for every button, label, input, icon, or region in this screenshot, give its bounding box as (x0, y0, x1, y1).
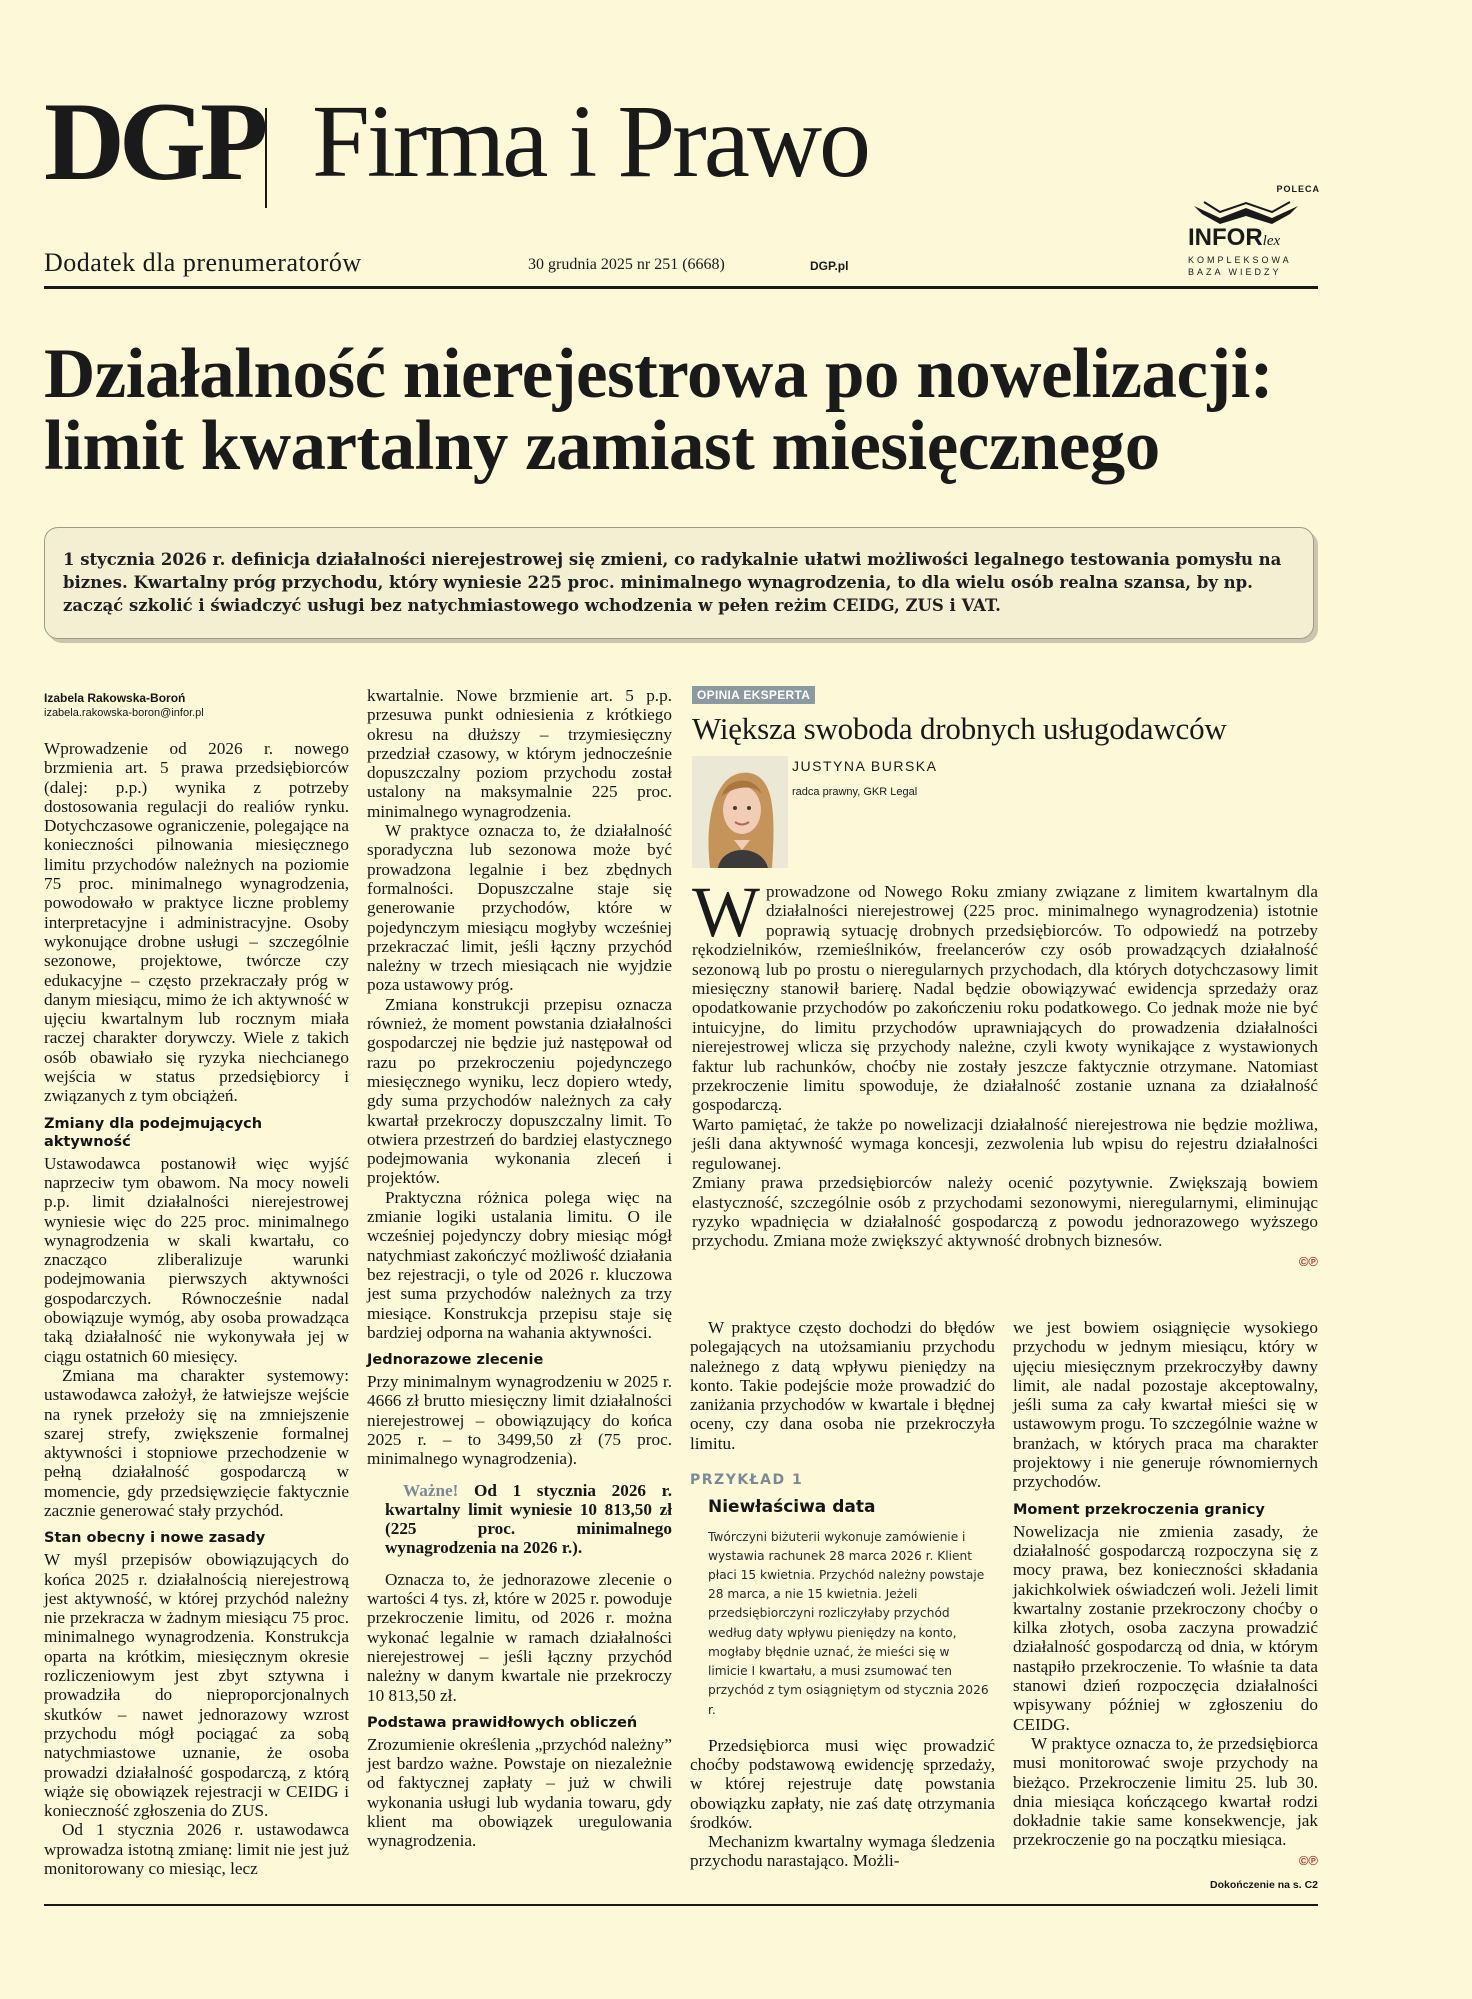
expert-badge: OPINIA EKSPERTA (692, 686, 815, 704)
expert-name: JUSTYNA BURSKA (792, 758, 938, 774)
important-note: Ważne! Od 1 stycznia 2026 r. kwartalny limit wyniesie 10 813,50 zł (225 proc. minimalnego wynagrodzenia na 2026 r.). (385, 1480, 672, 1558)
paragraph: Od 1 stycznia 2026 r. ustawodawca wprowadza istotną zmianę: limit nie jest już monitorowany co miesiąc, lecz (44, 1820, 349, 1879)
paragraph: Oznacza to, że jednorazowe zlecenie o wartości 4 tys. zł, które w 2025 r. powoduje przekroczenie limitu, od 2026 r. można wykonać legalnie w ramach działalności nierejestrowej – jeśli łączny przychód należny w danym kwartale nie przekroczy 10 813,50 zł. (367, 1569, 672, 1705)
example-label: PRZYKŁAD 1 (690, 1472, 804, 1489)
bottom-rule (44, 1904, 1318, 1906)
subheading: Zmiany dla podejmujących aktywność (44, 1115, 263, 1150)
important-label: Ważne! (403, 1480, 459, 1500)
portrait-image (692, 756, 788, 868)
paragraph: Zmiana konstrukcji przepisu oznacza również, że moment powstania działalności gospodarczej nie będzie już następował od razu po przekroczeniu pojedynczego miesięcznego wyniku, lecz dopiero wtedy, gdy suma przychodów należnych za cały kwartał przekroczy dopuszczalny limit. To otwiera przestrzeń do bardziej elastycznego podejmowania wykonania zleceń i projektów. (367, 994, 672, 1188)
subline (44, 248, 1320, 288)
paragraph: W praktyce oznacza to, że działalność sporadyczna lub sezonowa może być prowadzona legalnie i bez zbędnych formalności. Dopuszczalne staje się generowanie przychodów, które w pojedynczym miesiącu mogłyby wcześniej przekraczać limit, jeśli łączny przychód należny w trzech miesiącach nie wyjdzie poza ustawowy próg. (367, 821, 672, 995)
paragraph: Zmiany prawa przedsiębiorców należy ocenić pozytywnie. Zwiększają bowiem elastyczność, szczególnie osób z przychodami sezonowymi, nieregularnymi, eliminując ryzyko wpadnięcia w działalność gospodarczą z powodu jednorazowego wyższego przychodu. Zmiana może zwiększyć aktywność drobnych biznesów. (692, 1173, 1318, 1251)
author-email[interactable]: izabela.rakowska-boron@infor.pl (44, 707, 204, 719)
article-column-2 (367, 686, 672, 1851)
site-link[interactable]: DGP.pl (810, 259, 849, 273)
supplement-label: Dodatek dla prenumeratorów (44, 248, 362, 277)
example-title: Niewłaściwa data (708, 1497, 876, 1518)
paragraph: Mechanizm kwartalny wymaga śledzenia przychodu narastająco. Możli- (690, 1832, 995, 1871)
masthead-divider (265, 108, 267, 208)
copyright-logo: ©℗ (1298, 1852, 1318, 1868)
sponsor-tagline: KOMPLEKSOWA BAZA WIEDZY (1188, 255, 1292, 277)
example-box (690, 1471, 995, 1720)
paragraph: Warto pamiętać, że także po nowelizacji działalność nierejestrowa nie będzie możliwa, jeśli dana aktywność wymaga koncesji, zezwolenia lub wpisu do rejestru działalności regulowanej. (692, 1114, 1318, 1173)
expert-role: radca prawny, GKR Legal (792, 786, 918, 798)
expert-portrait (692, 756, 788, 868)
paragraph: W myśl przepisów obowiązujących do końca 2025 r. działalnością nierejestrową jest aktywność, w której przychód należny nie przekracza w żadnym miesiącu 75 proc. minimalnego wynagrodzenia. Konstrukcja oparta na krótkim, miesięcznym okresie rozliczeniowym jest zbyt sztywna i prowadziła do nieproporcjonalnych skutków – nawet jednorazowy wzrost przychodu mógł pociągać za sobą natychmiastowe uznanie, że osoba prowadzi działalność gospodarczą, z którą wiąże się obowiązek rejestracji w CEIDG i konieczność zgłoszenia do ZUS. (44, 1550, 349, 1821)
article-column-1 (44, 690, 349, 1878)
paragraph: Wprowadzenie od 2026 r. nowego brzmienia art. 5 prawa przedsiębiorców (dalej: p.p.) wynika z potrzeby dostosowania regulacji do realiów rynku. Dotychczasowe ograniczenie, polegające na konieczności pilnowania miesięcznego limitu przychodów należnych na poziomie 75 proc. minimalnego wynagrodzenia, powodowało w praktyce liczne problemy interpretacyjne i administracyjne. Osoby wykonujące drobne usługi – szczególnie sezonowe, projektowe, twórcze czy edukacyjne – często przekraczały próg w danym miesiącu, mimo że ich aktywność w ujęciu kwartalnym lub rocznym miała raczej charakter dorywczy. Wiele z takich osób obawiało się ryzyka niechcianego wejścia w status przedsiębiorcy i związanych z tym obciążeń. (44, 739, 349, 1106)
section-title: Firma i Prawo (312, 84, 869, 199)
expert-title: Większa swoboda drobnych usługodawców (692, 711, 1227, 746)
sponsor-label: POLECA (1276, 184, 1320, 194)
sponsor-brand: INFORlex (1188, 224, 1281, 251)
paragraph: we jest bowiem osiągnięcie wysokiego przychodu w jednym miesiącu, który w ujęciu miesięcznym przekroczyłby dawny limit, ale nadal pozostaje akceptowalny, jeśli suma za cały kwartał mieści się w ustawowym progu. To szczególnie ważne w branżach, w których praca ma charakter projektowy i nie generuje równomiernych przychodów. (1013, 1318, 1318, 1492)
lead-box (44, 527, 1314, 639)
paragraph: Zmiana ma charakter systemowy: ustawodawca założył, że łatwiejsze wejście na rynek przełoży się na zmniejszenie szarej strefy, zwiększenie formalnej aktywności i stopniowe przechodzenie w pełną działalność gospodarczą w momencie, gdy przedsięwzięcie faktycznie zacznie generować stały przychód. (44, 1365, 349, 1520)
end-mark (692, 1251, 1318, 1271)
headline: Działalność nierejestrowa po nowelizacji: limit kwartalny zamiast miesięcznego (44, 335, 1274, 485)
subheading: Jednorazowe zlecenie (367, 1352, 544, 1369)
example-text: Twórczyni biżuterii wykonuje zamówienie i wystawia rachunek 28 marca 2026 r. Klient płaci 15 kwietnia. Przychód należny powstaje 28 marca, a nie 15 kwietnia. Jeżeli przedsiębiorczyni rozliczyłaby przychód według daty wpływu pieniędzy na konto, mogłaby błędnie uznać, że mieści się w limicie I kwartału, a musi zsumować ten przychód z tym osiągniętym od stycznia 2026 r. (708, 1529, 989, 1717)
paragraph: Ustawodawca postanowił więc wyjść naprzeciw tym obawom. Na mocy nowelі p.p. limit działalności nierejestrowej wyniesie więc do 225 proc. minimalnego wynagrodzenia w skali kwartału, co znacząco zliberalizuje warunki podejmowania pierwszych aktywności gospodarczych. Równocześnie nadal obowiązuje wymóg, aby osoba prowadząca taką działalność nie wykonywała jej w ciągu ostatnich 60 miesięcy. (44, 1153, 349, 1366)
subheading: Moment przekroczenia granicy (1013, 1501, 1265, 1518)
paragraph: Praktyczna różnica polega więc na zmianie logiki ustalania limitu. O ile wcześniej pojedynczy dobry miesiąc mógł natychmiast zakończyć możliwość działania bez rejestracji, o tyle od 2026 r. kluczowa jest suma przychodów należnych za trzy miesiące. Konstrukcja przepisu staje się bardziej odporna na wahania aktywności. (367, 1187, 672, 1342)
dgp-logo[interactable]: DGP (44, 80, 263, 204)
paragraph: Zrozumienie określenia „przychód należny” jest bardzo ważne. Powstaje on niezależnie od faktycznej zapłaty – już w chwili wykonania usługi lub wydania towaru, gdy klient ma obowiązek uregulowania wynagrodzenia. (367, 1734, 672, 1851)
paragraph: W praktyce oznacza to, że przedsiębiorca musi monitorować swoje przychody na bieżąco. Przekroczenie limitu 25. lub 30. dnia miesiąca kończącego kwartał rodzi dokładnie takie same konsekwencje, jak przekroczenie go na początku miesiąca. (1013, 1733, 1318, 1850)
top-rule (44, 286, 1318, 289)
article-column-4 (1013, 1318, 1318, 1895)
expert-header (692, 756, 1318, 872)
paragraph: prowadzone od Nowego Roku zmiany związane z limitem kwartalnym dla działalności nierejestrowej (225 proc. minimalnego wynagrodzenia) istotnie poprawią sytuację drobnych przedsiębiorców. To odpowiedź na potrzeby rękodzielników, rzemieślników, freelancerów czy osób prowadzących działalność sezonową lub po prostu o nieregularnych przychodach, dla których dotychczasowy limit miesięczny stanowił barierę. Nadal będzie obowiązywać ewidencja sprzedaży oraz opodatkowanie przychodów po zakończeniu roku podatkowego. Co jednak może nie być intuicyjne, do limitu przychodów uprawniających do prowadzenia działalności nierejestrowej wlicza się przychody należne, czyli kwoty wynikające z wystawionych faktur lub rachunków, choćby nie zostały jeszcze faktycznie otrzymane. Natomiast przekroczenie limitu spowoduje, że działalność zostanie uznana za działalność gospodarczą. (692, 882, 1318, 1115)
end-mark (1013, 1850, 1318, 1870)
expert-text (692, 872, 1318, 1271)
subheading: Podstawa prawidłowych obliczeń (367, 1714, 638, 1731)
author-name: Izabela Rakowska-Boroń (44, 691, 186, 705)
copyright-logo: ©℗ (1298, 1253, 1318, 1269)
lead-text: 1 stycznia 2026 r. definicja działalności nierejestrowej się zmieni, co radykalnie ułatwi możliwości legalnego testowania pomysłu na biznes. Kwartalny próg przychodu, który wyniesie 225 proc. minimalnego wynagrodzenia, to dla wielu osób realna szansa, by np. zacząć szkolić i świadczyć usługi bez natychmiastowego wchodzenia w pełen reżim CEIDG, ZUS i VAT. (63, 550, 1282, 615)
drop-cap: W (692, 872, 760, 952)
continued-note[interactable]: Dokończenie na s. C2 (1210, 1879, 1318, 1892)
paragraph: Przedsiębiorca musi więc prowadzić choćby podstawową ewidencję sprzedaży, w której rejestruje datę powstania obowiązku zapłaty, nie zaś datę otrzymania środków. (690, 1735, 995, 1832)
article-column-3 (690, 1318, 995, 1871)
paragraph: W praktyce często dochodzi do błędów polegających na utożsamianiu przychodu należnego z datą wpływu pieniędzy na konto. Takie podejście może prowadzić do zaniżania przychodów w kwartale i błędnej oceny, czy dana osoba nie przekroczyła limitu. (690, 1318, 995, 1453)
expert-opinion-box (692, 684, 1318, 1271)
paragraph: kwartalnie. Nowe brzmienie art. 5 p.p. przesuwa punkt odniesienia z krótkiego okresu na dłuższy – trzymiesięczny przedział czasowy, w którym jednocześnie dopuszczalny poziom przychodu został ustalony na maksymalnie 225 proc. minimalnego wynagrodzenia. (367, 686, 672, 821)
subheading: Stan obecny i nowe zasady (44, 1530, 266, 1547)
issue-date: 30 grudnia 2025 nr 251 (6668) (528, 256, 725, 273)
masthead (44, 80, 1320, 222)
paragraph: Przy minimalnym wynagrodzeniu w 2025 r. 4666 zł brutto miesięczny limit działalności nierejestrowej – obowiązujący do końca 2025 r. – to 3499,50 zł (75 proc. minimalnego wynagrodzenia). (367, 1372, 672, 1469)
paragraph: Nowelizacja nie zmienia zasady, że działalność gospodarczą rozpoczyna się z mocy prawa, bez konieczności składania jakichkolwiek oświadczeń woli. Jeżeli limit kwartalny zostanie przekroczony choćby o kilka złotych, osoba zaczyna prowadzić działalność gospodarczą od dnia, w którym nastąpiło przekroczenie. To właśnie ta data stanowi dzień rozpoczęcia działalności wpisywany później w zgłoszeniu do CEIDG. (1013, 1521, 1318, 1734)
